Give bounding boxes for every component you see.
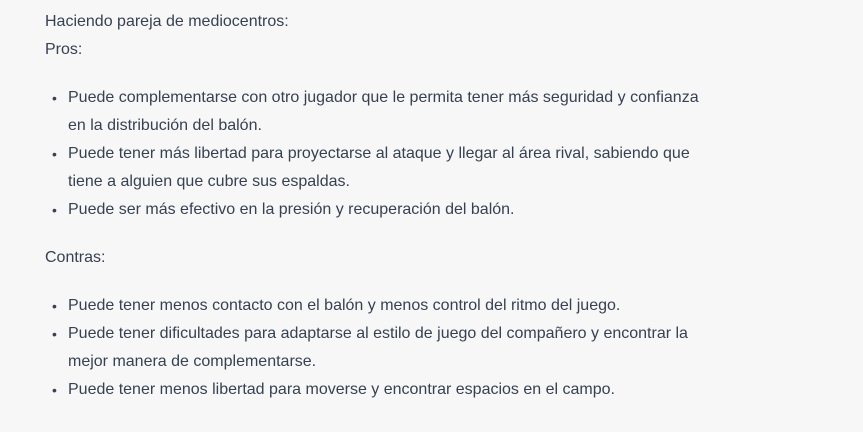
assistant-message	[45, 8, 845, 404]
pros-list	[45, 84, 845, 224]
pros-heading: Pros:	[45, 41, 83, 58]
bullet-icon: •	[52, 326, 57, 342]
pros-item-2: Puede tener más libertad para proyectarse al ataque y llegar al área rival, sabiendo que tiene a alguien que cubre sus espaldas.	[68, 145, 690, 190]
list-item	[52, 320, 845, 376]
list-item	[52, 376, 845, 404]
bullet-icon: •	[52, 298, 57, 314]
pros-item-3: Puede ser más efectivo en la presión y recuperación del balón.	[68, 201, 515, 218]
pros-item-1: Puede complementarse con otro jugador que le permita tener más seguridad y confianza en la distribución del balón.	[68, 89, 699, 134]
cons-list	[45, 292, 845, 404]
cons-item-2: Puede tener dificultades para adaptarse al estilo de juego del compañero y encontrar la mejor manera de complementarse.	[68, 325, 688, 370]
intro-text: Haciendo pareja de mediocentros:	[45, 13, 289, 30]
bullet-icon: •	[52, 382, 57, 398]
bullet-icon: •	[52, 146, 57, 162]
list-item	[52, 84, 845, 140]
cons-heading: Contras:	[45, 249, 106, 266]
list-item	[52, 196, 845, 224]
bullet-icon: •	[52, 90, 57, 106]
list-item	[52, 292, 845, 320]
list-item	[52, 140, 845, 196]
cons-item-1: Puede tener menos contacto con el balón y menos control del ritmo del juego.	[68, 297, 621, 314]
bullet-icon: •	[52, 202, 57, 218]
cons-item-3: Puede tener menos libertad para moverse y encontrar espacios en el campo.	[68, 381, 615, 398]
